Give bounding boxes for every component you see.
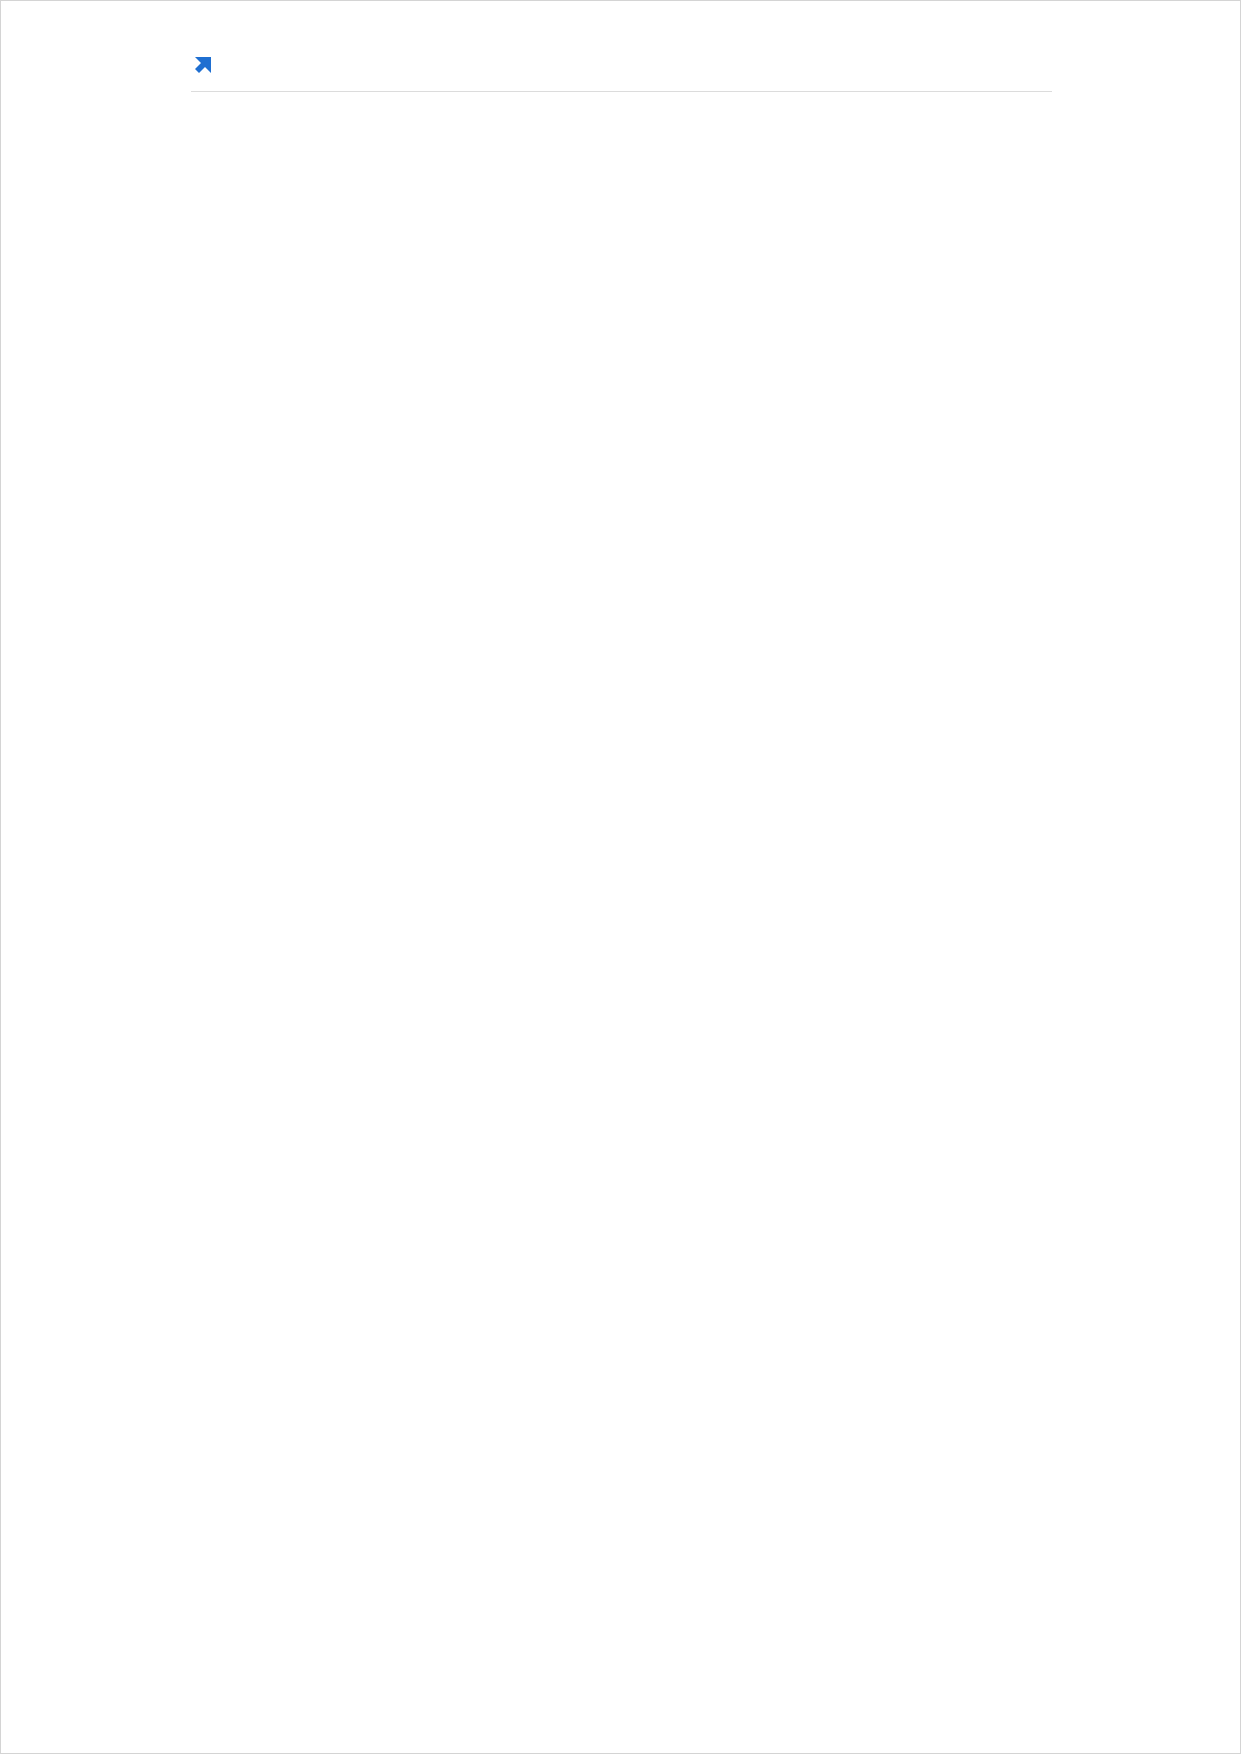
page-header — [191, 37, 1052, 92]
logo-icon — [191, 49, 221, 79]
